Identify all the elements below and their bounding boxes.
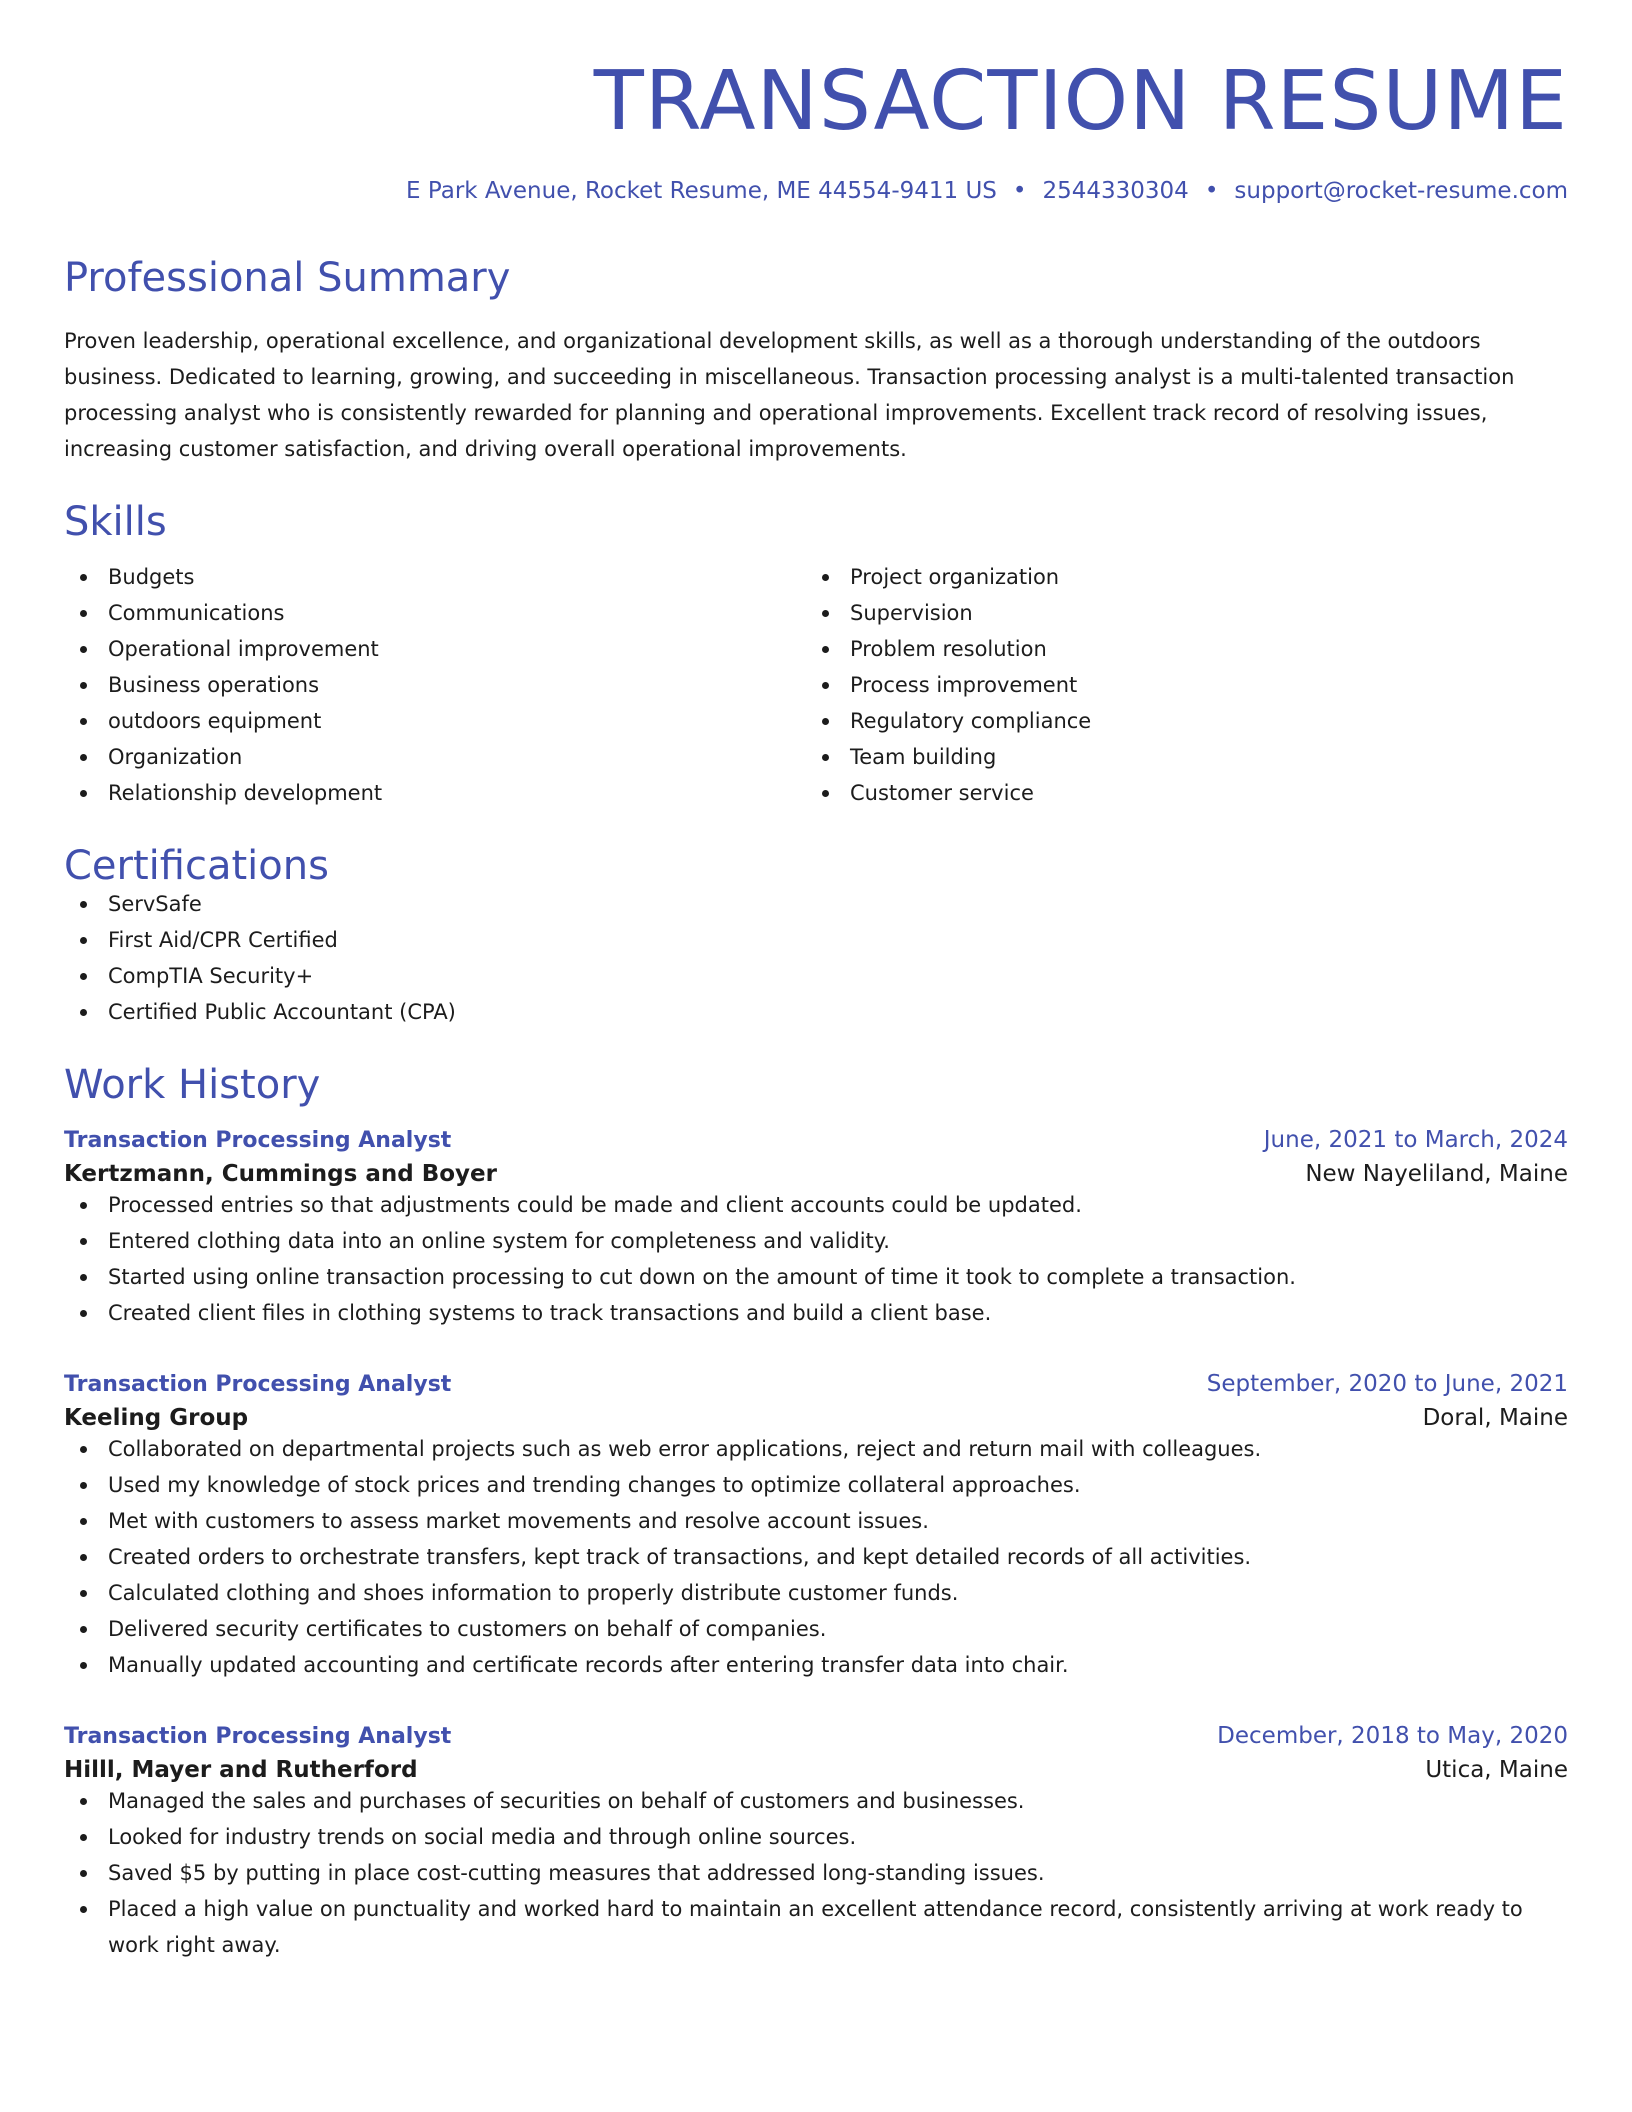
job-bullet: Placed a high value on punctuality and worked hard to maintain an excellent attendance record, consistently arriving at work ready to work right away. <box>64 1891 1568 1963</box>
certification-item: CompTIA Security+ <box>64 958 1568 994</box>
job-entry <box>64 1723 1568 1963</box>
job-bullet: Created orders to orchestrate transfers, kept track of transactions, and kept detailed records of all activities. <box>64 1539 1568 1575</box>
job-bullet: Collaborated on departmental projects such as web error applications, reject and return mail with colleagues. <box>64 1431 1568 1467</box>
summary-text: Proven leadership, operational excellence, and organizational development skills, as well as a thorough understanding of the outdoors business. Dedicated to learning, growing, and succeeding in miscellaneous. Transaction processing analyst is a multi-talented transaction processing analyst who is consistently rewarded for planning and operational improvements. Excellent track record of resolving issues, increasing customer satisfaction, and driving overall operational improvements. <box>64 329 1515 461</box>
job-title: Transaction Processing Analyst <box>64 1724 452 1749</box>
skill-item: Team building <box>806 739 1548 775</box>
skill-item: Process improvement <box>806 667 1548 703</box>
contact-separator: • <box>1012 178 1027 204</box>
contact-email[interactable]: support@rocket-resume.com <box>1234 178 1568 204</box>
certifications-heading: Certifications <box>64 843 329 889</box>
resume-page <box>64 0 1568 1963</box>
skill-item: Regulatory compliance <box>806 703 1548 739</box>
job-entry <box>64 1371 1568 1683</box>
job-location: Utica, Maine <box>1425 1757 1568 1783</box>
skill-item: Customer service <box>806 775 1548 811</box>
job-entry <box>64 1127 1568 1331</box>
job-title: Transaction Processing Analyst <box>64 1128 452 1153</box>
job-company: Kertzmann, Cummings and Boyer <box>64 1161 497 1187</box>
skill-item: Operational improvement <box>64 631 806 667</box>
skills-column-left <box>64 559 806 811</box>
summary-heading: Professional Summary <box>64 255 511 301</box>
job-bullets <box>64 1431 1568 1683</box>
skill-item: Supervision <box>806 595 1548 631</box>
job-bullet: Managed the sales and purchases of securities on behalf of customers and businesses. <box>64 1783 1568 1819</box>
job-bullet: Calculated clothing and shoes information to properly distribute customer funds. <box>64 1575 1568 1611</box>
job-location: New Nayeliland, Maine <box>1305 1161 1568 1187</box>
skill-item: Budgets <box>64 559 806 595</box>
skill-item: Organization <box>64 739 806 775</box>
skill-item: Relationship development <box>64 775 806 811</box>
skills-column-right <box>806 559 1548 811</box>
work-history-heading: Work History <box>64 1062 321 1108</box>
contact-separator: • <box>1204 178 1219 204</box>
job-bullet: Entered clothing data into an online system for completeness and validity. <box>64 1223 1568 1259</box>
job-company: Keeling Group <box>64 1405 249 1431</box>
certification-item: First Aid/CPR Certified <box>64 922 1568 958</box>
job-bullet: Looked for industry trends on social media and through online sources. <box>64 1819 1568 1855</box>
resume-name: TRANSACTION RESUME <box>593 54 1568 149</box>
job-bullet: Created client files in clothing systems to track transactions and build a client base. <box>64 1295 1568 1331</box>
skill-item: Communications <box>64 595 806 631</box>
skill-item: Problem resolution <box>806 631 1548 667</box>
skill-item: Business operations <box>64 667 806 703</box>
job-location: Doral, Maine <box>1422 1405 1568 1431</box>
certification-item: Certified Public Accountant (CPA) <box>64 994 1568 1030</box>
job-dates: December, 2018 to May, 2020 <box>1217 1723 1568 1749</box>
job-bullet: Started using online transaction processing to cut down on the amount of time it took to complete a transaction. <box>64 1259 1568 1295</box>
job-bullets <box>64 1187 1568 1331</box>
skill-item: outdoors equipment <box>64 703 806 739</box>
skills-list <box>64 559 1568 811</box>
job-bullet: Saved $5 by putting in place cost-cutting measures that addressed long-standing issues. <box>64 1855 1568 1891</box>
job-bullet: Delivered security certificates to customers on behalf of companies. <box>64 1611 1568 1647</box>
job-bullets <box>64 1783 1568 1963</box>
certification-item: ServSafe <box>64 886 1568 922</box>
job-bullet: Manually updated accounting and certificate records after entering transfer data into chair. <box>64 1647 1568 1683</box>
job-bullet: Used my knowledge of stock prices and trending changes to optimize collateral approaches. <box>64 1467 1568 1503</box>
job-bullet: Processed entries so that adjustments could be made and client accounts could be updated. <box>64 1187 1568 1223</box>
contact-address: E Park Avenue, Rocket Resume, ME 44554-9411 US <box>406 178 997 204</box>
contact-line <box>64 180 1568 203</box>
job-dates: September, 2020 to June, 2021 <box>1206 1371 1568 1397</box>
skills-heading: Skills <box>64 499 167 545</box>
contact-phone: 2544330304 <box>1042 178 1189 204</box>
certifications-list <box>64 886 1568 1030</box>
job-company: Hilll, Mayer and Rutherford <box>64 1757 418 1783</box>
job-title: Transaction Processing Analyst <box>64 1372 452 1397</box>
job-bullet: Met with customers to assess market movements and resolve account issues. <box>64 1503 1568 1539</box>
job-dates: June, 2021 to March, 2024 <box>1263 1127 1568 1153</box>
skill-item: Project organization <box>806 559 1548 595</box>
